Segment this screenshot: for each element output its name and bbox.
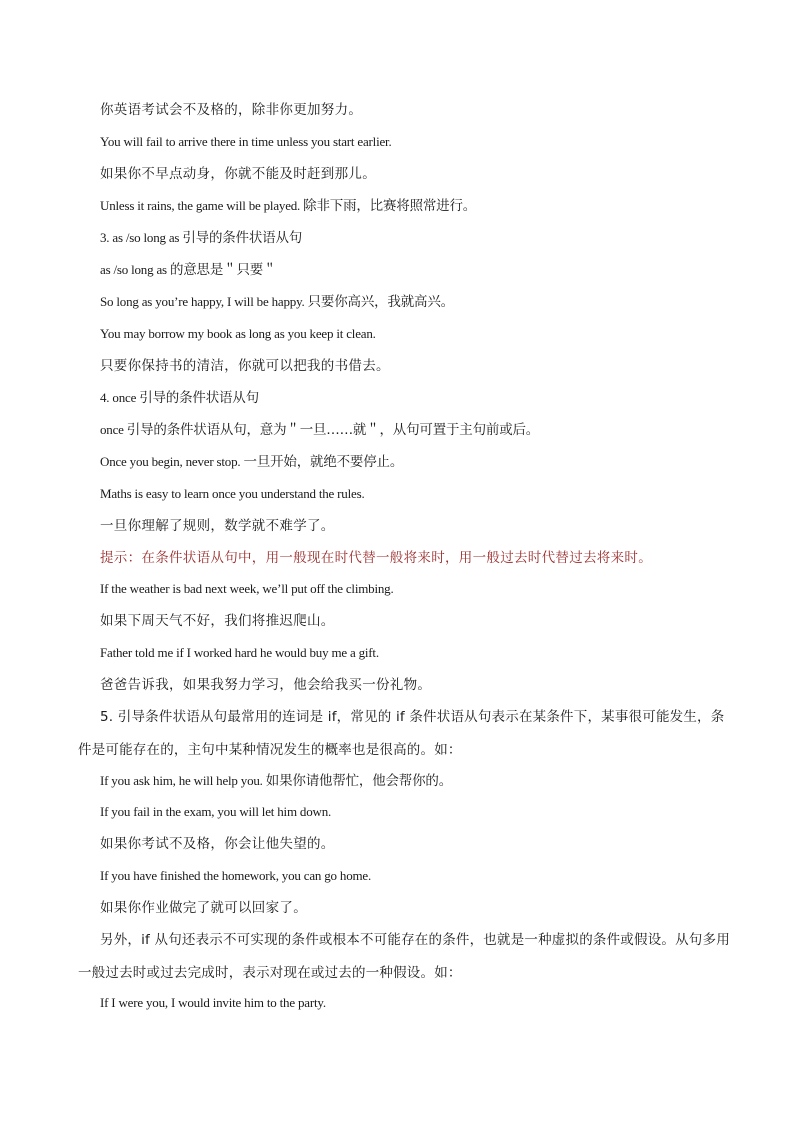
text-line: 如果你作业做完了就可以回家了。 (100, 900, 307, 916)
text-line: Father told me if I worked hard he would buy me a gift. (100, 645, 379, 660)
heading-text: 引导的条件状语从句 (139, 390, 259, 406)
section-paragraph-5: 5. 引导条件状语从句最常用的连词是 if，常见的 if 条件状语从句表示在某条件下，某事很可能发生，条件是可能存在的，主句中某种情况发生的概率也是很高的。如： (78, 709, 725, 758)
text-line: 一旦你理解了规则，数学就不难学了。 (100, 518, 335, 534)
paragraph-subjunctive: 另外，if 从句还表示不可实现的条件或根本不可能存在的条件，也就是一种虚拟的条件或假设。从句多用一般过去时或过去完成时，表示对现在或过去的一种假设。如： (78, 932, 730, 981)
english-sentence: Once you begin, never stop. (100, 454, 244, 469)
text-line: If the weather is bad next week, we’ll put off the climbing. (100, 581, 394, 596)
text-line (100, 292, 730, 312)
text-line: 只要你保持书的清洁，你就可以把我的书借去。 (100, 358, 390, 374)
heading-number: 3. as /so long as (100, 230, 183, 245)
chinese-translation: 只要你高兴，我就高兴。 (307, 294, 454, 310)
text-line: 你英语考试会不及格的，除非你更加努力。 (100, 102, 363, 118)
term: once (100, 422, 127, 437)
chinese-translation: 除非下雨，比赛将照常进行。 (303, 198, 477, 214)
english-sentence: If you ask him, he will help you. (100, 773, 266, 788)
text-line: You may borrow my book as long as you keep it clean. (100, 326, 376, 341)
section-heading-4 (100, 388, 730, 408)
section-heading-3 (100, 228, 730, 248)
text-line (100, 452, 730, 472)
chinese-translation: 一旦开始，就绝不要停止。 (243, 454, 404, 470)
text-line: You will fail to arrive there in time unless you start earlier. (100, 134, 392, 149)
text-line: If I were you, I would invite him to the party. (100, 995, 326, 1010)
chinese-translation: 如果你请他帮忙，他会帮你的。 (265, 773, 452, 789)
text-line (100, 260, 730, 280)
text-line: 如果你不早点动身，你就不能及时赶到那儿。 (100, 166, 376, 182)
term: as /so long as (100, 262, 170, 277)
heading-number: 4. once (100, 390, 140, 405)
english-sentence: Unless it rains, the game will be played. (100, 198, 304, 213)
text-line (100, 420, 730, 440)
text-line: 如果下周天气不好，我们将推迟爬山。 (100, 613, 335, 629)
text-line: 爸爸告诉我，如果我努力学习，他会给我买一份礼物。 (100, 677, 432, 693)
english-sentence: So long as you’re happy, I will be happy. (100, 294, 308, 309)
heading-text: 引导的条件状语从句 (182, 230, 303, 246)
text-line: Maths is easy to learn once you understand the rules. (100, 486, 365, 501)
definition: 引导的条件状语从句，意为＂一旦……就＂，从句可置于主句前或后。 (126, 422, 540, 438)
text-line: If you fail in the exam, you will let him down. (100, 804, 332, 819)
text-line (100, 196, 730, 216)
hint-note: 提示：在条件状语从句中，用一般现在时代替一般将来时，用一般过去时代替过去将来时。 (100, 550, 652, 566)
text-line: 如果你考试不及格，你会让他失望的。 (100, 836, 335, 852)
definition: 的意思是＂只要＂ (169, 262, 277, 278)
text-line: If you have finished the homework, you can go home. (100, 868, 372, 883)
text-line (100, 771, 730, 791)
